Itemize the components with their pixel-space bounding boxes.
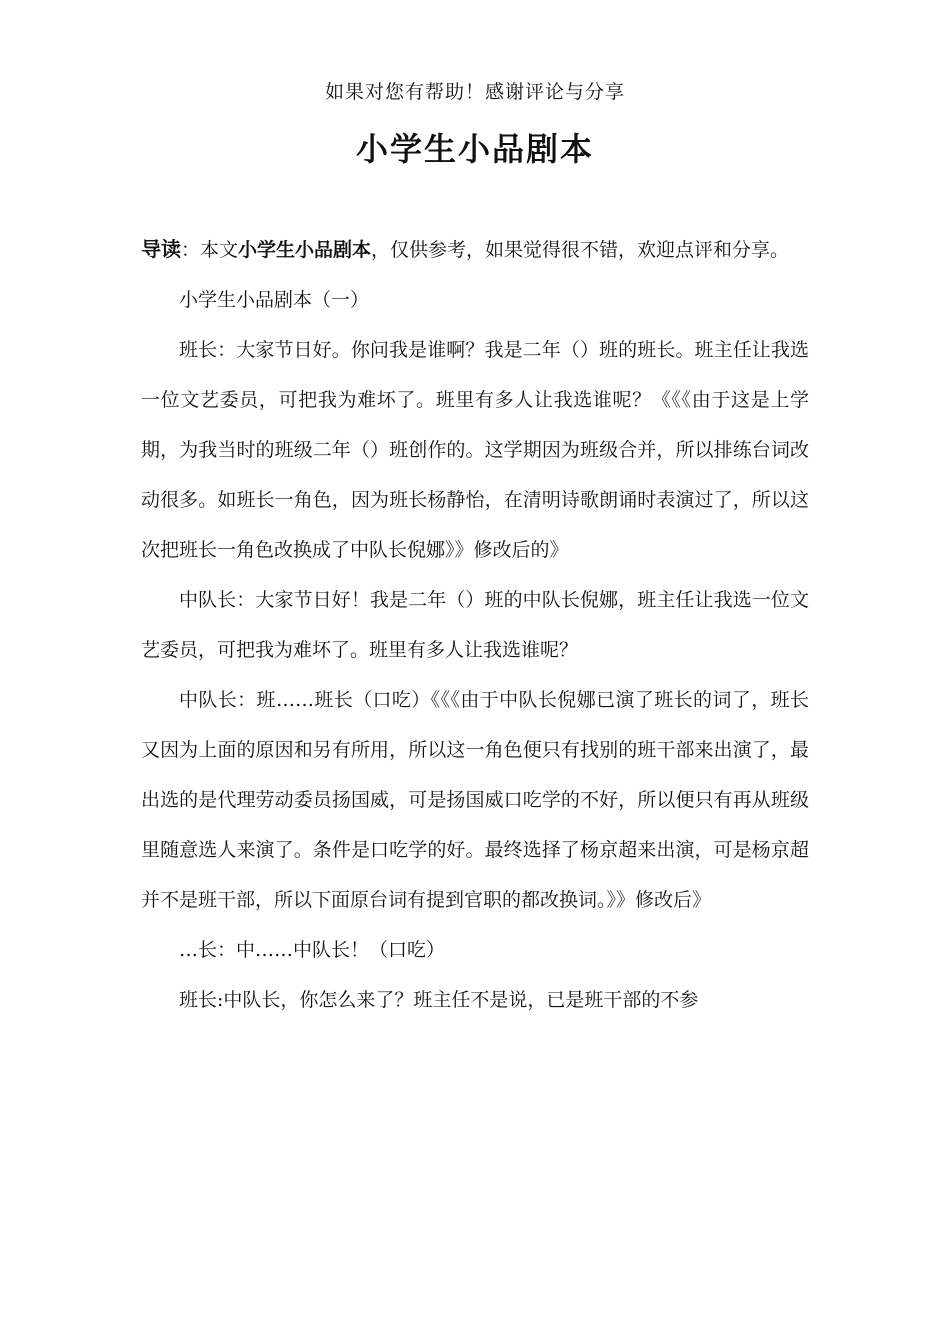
script-paragraph: 中队长：班……班长（口吃）《《《由于中队长倪娜已演了班长的词了，班长又因为上面的原因和另有所用，所以这一角色便只有找别的班干部来出演了，最出选的是代理劳动委员扬国威，可是扬国威口吃学的不好，所以便只有再从班级里随意选人来演了。条件是口吃学的好。最终选择了杨京超来出演，可是杨京超并不是班干部，所以下面原台词有提到官职的都改换词。》》修改后》	[141, 689, 809, 911]
document-title: 小学生小品剧本	[355, 130, 594, 168]
document-body	[141, 224, 809, 1025]
script-paragraph: 中队长：大家节日好！我是二年（）班的中队长倪娜，班主任让我选一位文艺委员，可把我为难坏了。班里有多人让我选谁呢？	[141, 589, 809, 661]
script-paragraph: …长：中……中队长！（口吃）	[179, 939, 446, 961]
script-paragraph: 班长：大家节日好。你问我是谁啊？我是二年（）班的班长。班主任让我选一位文艺委员，可把我为难坏了。班里有多人让我选谁呢？《《《由于这是上学期，为我当时的班级二年（）班创作的。这学期因为班级合并，所以排练台词改动很多。如班长一角色，因为班长杨静怡，在清明诗歌朗诵时表演过了，所以这次把班长一角色改换成了中队长倪娜》》修改后的》	[141, 339, 809, 561]
intro-bold-title: 小学生小品剧本	[238, 239, 372, 261]
header-note: 如果对您有帮助！感谢评论与分享	[324, 81, 625, 103]
intro-label: 导读	[141, 237, 181, 261]
intro-colon: ：	[181, 239, 201, 261]
intro-before: 本文	[200, 239, 239, 261]
intro-after: ，仅供参考，如果觉得很不错，欢迎点评和分享。	[371, 239, 790, 261]
intro-paragraph	[141, 224, 809, 275]
script-paragraph: 班长:中队长，你怎么来了？班主任不是说，已是班干部的不参	[179, 989, 699, 1011]
section-heading: 小学生小品剧本（一）	[179, 289, 370, 311]
